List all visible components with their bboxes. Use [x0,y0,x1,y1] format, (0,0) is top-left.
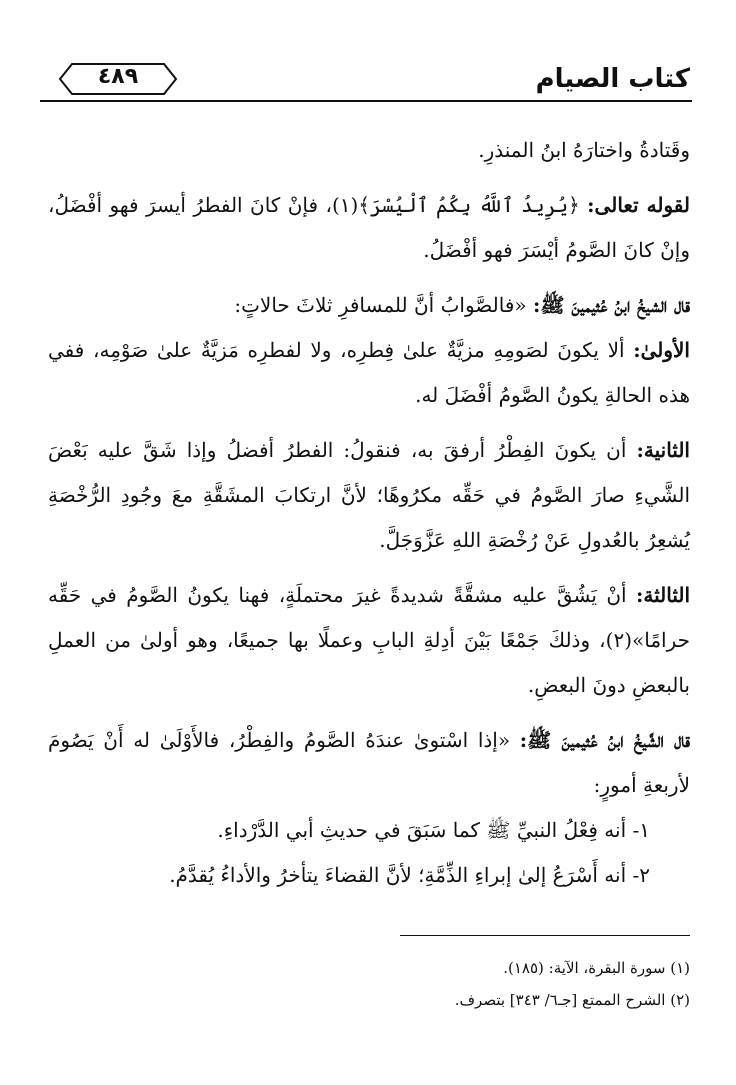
paragraph-lead: الثالثة: [635,583,690,607]
main-text [48,128,690,898]
paragraph-text: وقَتادةُ واختارَهُ ابنُ المنذرِ. [478,138,690,162]
list-item-text: ٢- أنه أَسْرَعُ إلىٰ إبراءِ الذِّمَّةِ؛ لأنَّ القضاءَ يتأخرُ والأداءُ يُقدَّمُ. [169,863,650,887]
paragraph-text: «فالصَّوابُ أنَّ للمسافرِ ثلاثَ حالاتٍ: [234,293,533,317]
list-item [48,853,690,898]
paragraph-lead: قال الشَّيخُ ابنُ عُثيمينَ ﷺ: [519,728,691,752]
footnote: (١) سورة البقرة، الآية: (١٨٥). [503,959,690,977]
list-item [48,808,690,853]
header-divider [40,100,692,102]
book-title: كتاب الصيام [535,64,690,94]
paragraph [48,718,690,808]
page-number-badge [58,62,178,96]
paragraph-lead: الأولىٰ: [633,338,690,362]
footnote: (٢) الشرح الممتع [جـ٦/ ٣٤٣] بتصرف. [454,991,690,1009]
paragraph-lead: الثانية: [636,438,690,462]
paragraph-text: أن يكونَ الفِطْرُ أرفقَ به، فنقولُ: الفطرُ أفضلُ وإذا شَقَّ عليه بَعْضَ الشَّيءِ صارَ الصَّومُ في حَقِّه مكرُوهًا؛ لأنَّ ارتكابَ المشَقَّةِ معَ وجُودِ الرُّخْصَةِ يُشعِرُ بالعُدولِ عَنْ رُخْصَةِ اللهِ عَزَّوَجَلَّ. [48,438,690,552]
paragraph [48,283,690,328]
paragraph-lead: لقوله تعالى: [587,193,691,217]
page-header [40,62,690,102]
footnotes [48,952,690,1016]
paragraph-text: ألا يكونَ لصَومِهِ مزيَّةٌ علىٰ فِطرِه، ولا لفطرِه مَزيَّةٌ علىٰ صَوْمِه، ففي هذه الحالةِ يكونُ الصَّومُ أفْضَلَ له. [48,338,690,407]
page-number: ٤٨٩ [97,64,139,89]
paragraph [48,428,690,563]
paragraph [48,128,690,173]
paragraph-text: ﴿يُرِيدُ ٱللَّهُ بِكُمُ ٱلْيُسْرَ﴾(١)، فإنْ كانَ الفطرُ أيسرَ فهو أفْضَلُ، وإنْ كانَ الصَّومُ أيْسَرَ فهو أفْضَلُ. [48,193,690,262]
paragraph-lead: قال الشيخُ ابنُ عُثيمينَ ﷺ: [533,293,690,317]
paragraph-text: «إذا اسْتوىٰ عندَهُ الصَّومُ والفِطْرُ، فالأَوْلَىٰ له أَنْ يَصُومَ لأربعةِ أمورٍ: [48,728,690,797]
paragraph [48,573,690,708]
paragraph-text: أنْ يَشُقَّ عليه مشقَّةً شديدةً غيرَ محتملَةٍ، فهنا يكونُ الصَّومُ في حَقِّه حرامًا»(٢)، وذلكَ جَمْعًا بَيْنَ أدِلةِ البابِ وعملًا بها جميعًا، وهو أولىٰ من العملِ بالبعضِ دونَ البعضِ. [48,583,690,697]
footnote-divider [400,935,690,936]
paragraph [48,328,690,418]
paragraph [48,183,690,273]
list-item-text: ١- أنه فِعْلُ النبيِّ ﷺ كما سَبَقَ في حديثِ أبي الدَّرْداءِ. [217,818,650,842]
